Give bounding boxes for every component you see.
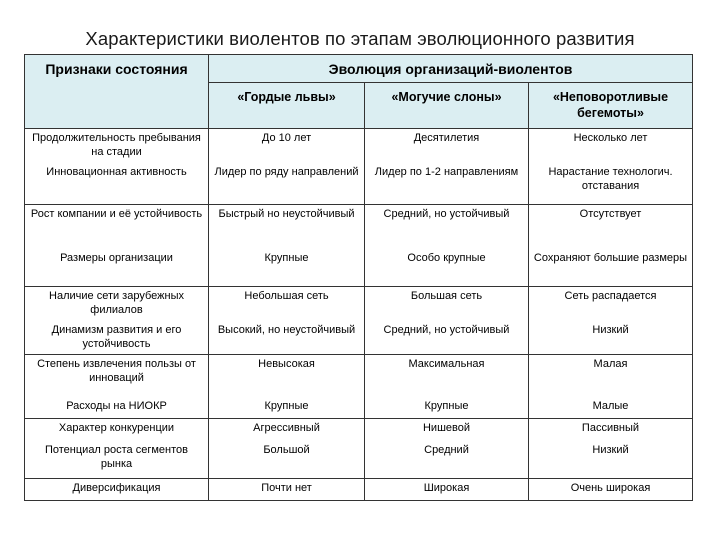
row-value-lions: Крупные <box>209 397 365 419</box>
row-feature: Потенциал роста сегментов рынка <box>25 441 209 479</box>
table-row <box>25 129 693 163</box>
header-evolution: Эволюция организаций-виолентов <box>209 55 693 83</box>
row-value-lions: Небольшая сеть <box>209 287 365 321</box>
table-row <box>25 397 693 419</box>
row-value-lions: Большой <box>209 441 365 479</box>
table-row <box>25 479 693 501</box>
header-feature-column: Признаки состояния <box>25 55 209 129</box>
header-stage-elephants: «Могучие слоны» <box>365 83 529 129</box>
row-value-hippos: Низкий <box>529 441 693 479</box>
row-feature: Наличие сети зарубежных филиалов <box>25 287 209 321</box>
row-value-elephants: Максимальная <box>365 355 529 397</box>
row-value-elephants: Средний <box>365 441 529 479</box>
row-feature: Характер конкуренции <box>25 419 209 441</box>
row-value-lions: Почти нет <box>209 479 365 501</box>
row-feature: Диверсификация <box>25 479 209 501</box>
row-feature: Инновационная активность <box>25 163 209 205</box>
row-value-elephants: Нишевой <box>365 419 529 441</box>
row-feature: Рост компании и её устойчивость <box>25 205 209 249</box>
table-row <box>25 249 693 287</box>
row-feature: Размеры организации <box>25 249 209 287</box>
row-value-hippos: Пассивный <box>529 419 693 441</box>
table-row <box>25 441 693 479</box>
row-value-hippos: Отсутствует <box>529 205 693 249</box>
row-feature: Расходы на НИОКР <box>25 397 209 419</box>
table-row <box>25 419 693 441</box>
row-value-elephants: Средний, но устойчивый <box>365 205 529 249</box>
violent-characteristics-table <box>24 54 693 501</box>
row-value-lions: Высокий, но неустойчивый <box>209 321 365 355</box>
table-row <box>25 355 693 397</box>
row-value-elephants: Десятилетия <box>365 129 529 163</box>
row-feature: Степень извлечения пользы от инноваций <box>25 355 209 397</box>
row-value-elephants: Лидер по 1-2 направлениям <box>365 163 529 205</box>
table-row <box>25 163 693 205</box>
row-value-hippos: Нарастание технологич. отставания <box>529 163 693 205</box>
header-stage-lions: «Гордые львы» <box>209 83 365 129</box>
row-value-hippos: Сеть распадается <box>529 287 693 321</box>
table-row <box>25 205 693 249</box>
row-value-hippos: Сохраняют большие размеры <box>529 249 693 287</box>
row-value-hippos: Низкий <box>529 321 693 355</box>
table-row <box>25 287 693 321</box>
row-value-lions: Лидер по ряду направлений <box>209 163 365 205</box>
row-value-hippos: Малая <box>529 355 693 397</box>
row-value-elephants: Крупные <box>365 397 529 419</box>
row-value-elephants: Средний, но устойчивый <box>365 321 529 355</box>
table-row <box>25 321 693 355</box>
header-stage-hippos: «Неповоротливые бегемоты» <box>529 83 693 129</box>
row-value-hippos: Несколько лет <box>529 129 693 163</box>
row-value-elephants: Особо крупные <box>365 249 529 287</box>
row-value-hippos: Очень широкая <box>529 479 693 501</box>
row-value-lions: Агрессивный <box>209 419 365 441</box>
row-value-lions: Крупные <box>209 249 365 287</box>
row-value-hippos: Малые <box>529 397 693 419</box>
row-value-elephants: Большая сеть <box>365 287 529 321</box>
row-feature: Динамизм развития и его устойчивость <box>25 321 209 355</box>
row-feature: Продолжительность пребывания на стадии <box>25 129 209 163</box>
row-value-lions: Быстрый но неустойчивый <box>209 205 365 249</box>
row-value-elephants: Широкая <box>365 479 529 501</box>
row-value-lions: Невысокая <box>209 355 365 397</box>
row-value-lions: До 10 лет <box>209 129 365 163</box>
page-title: Характеристики виолентов по этапам эволюционного развития <box>85 28 635 49</box>
